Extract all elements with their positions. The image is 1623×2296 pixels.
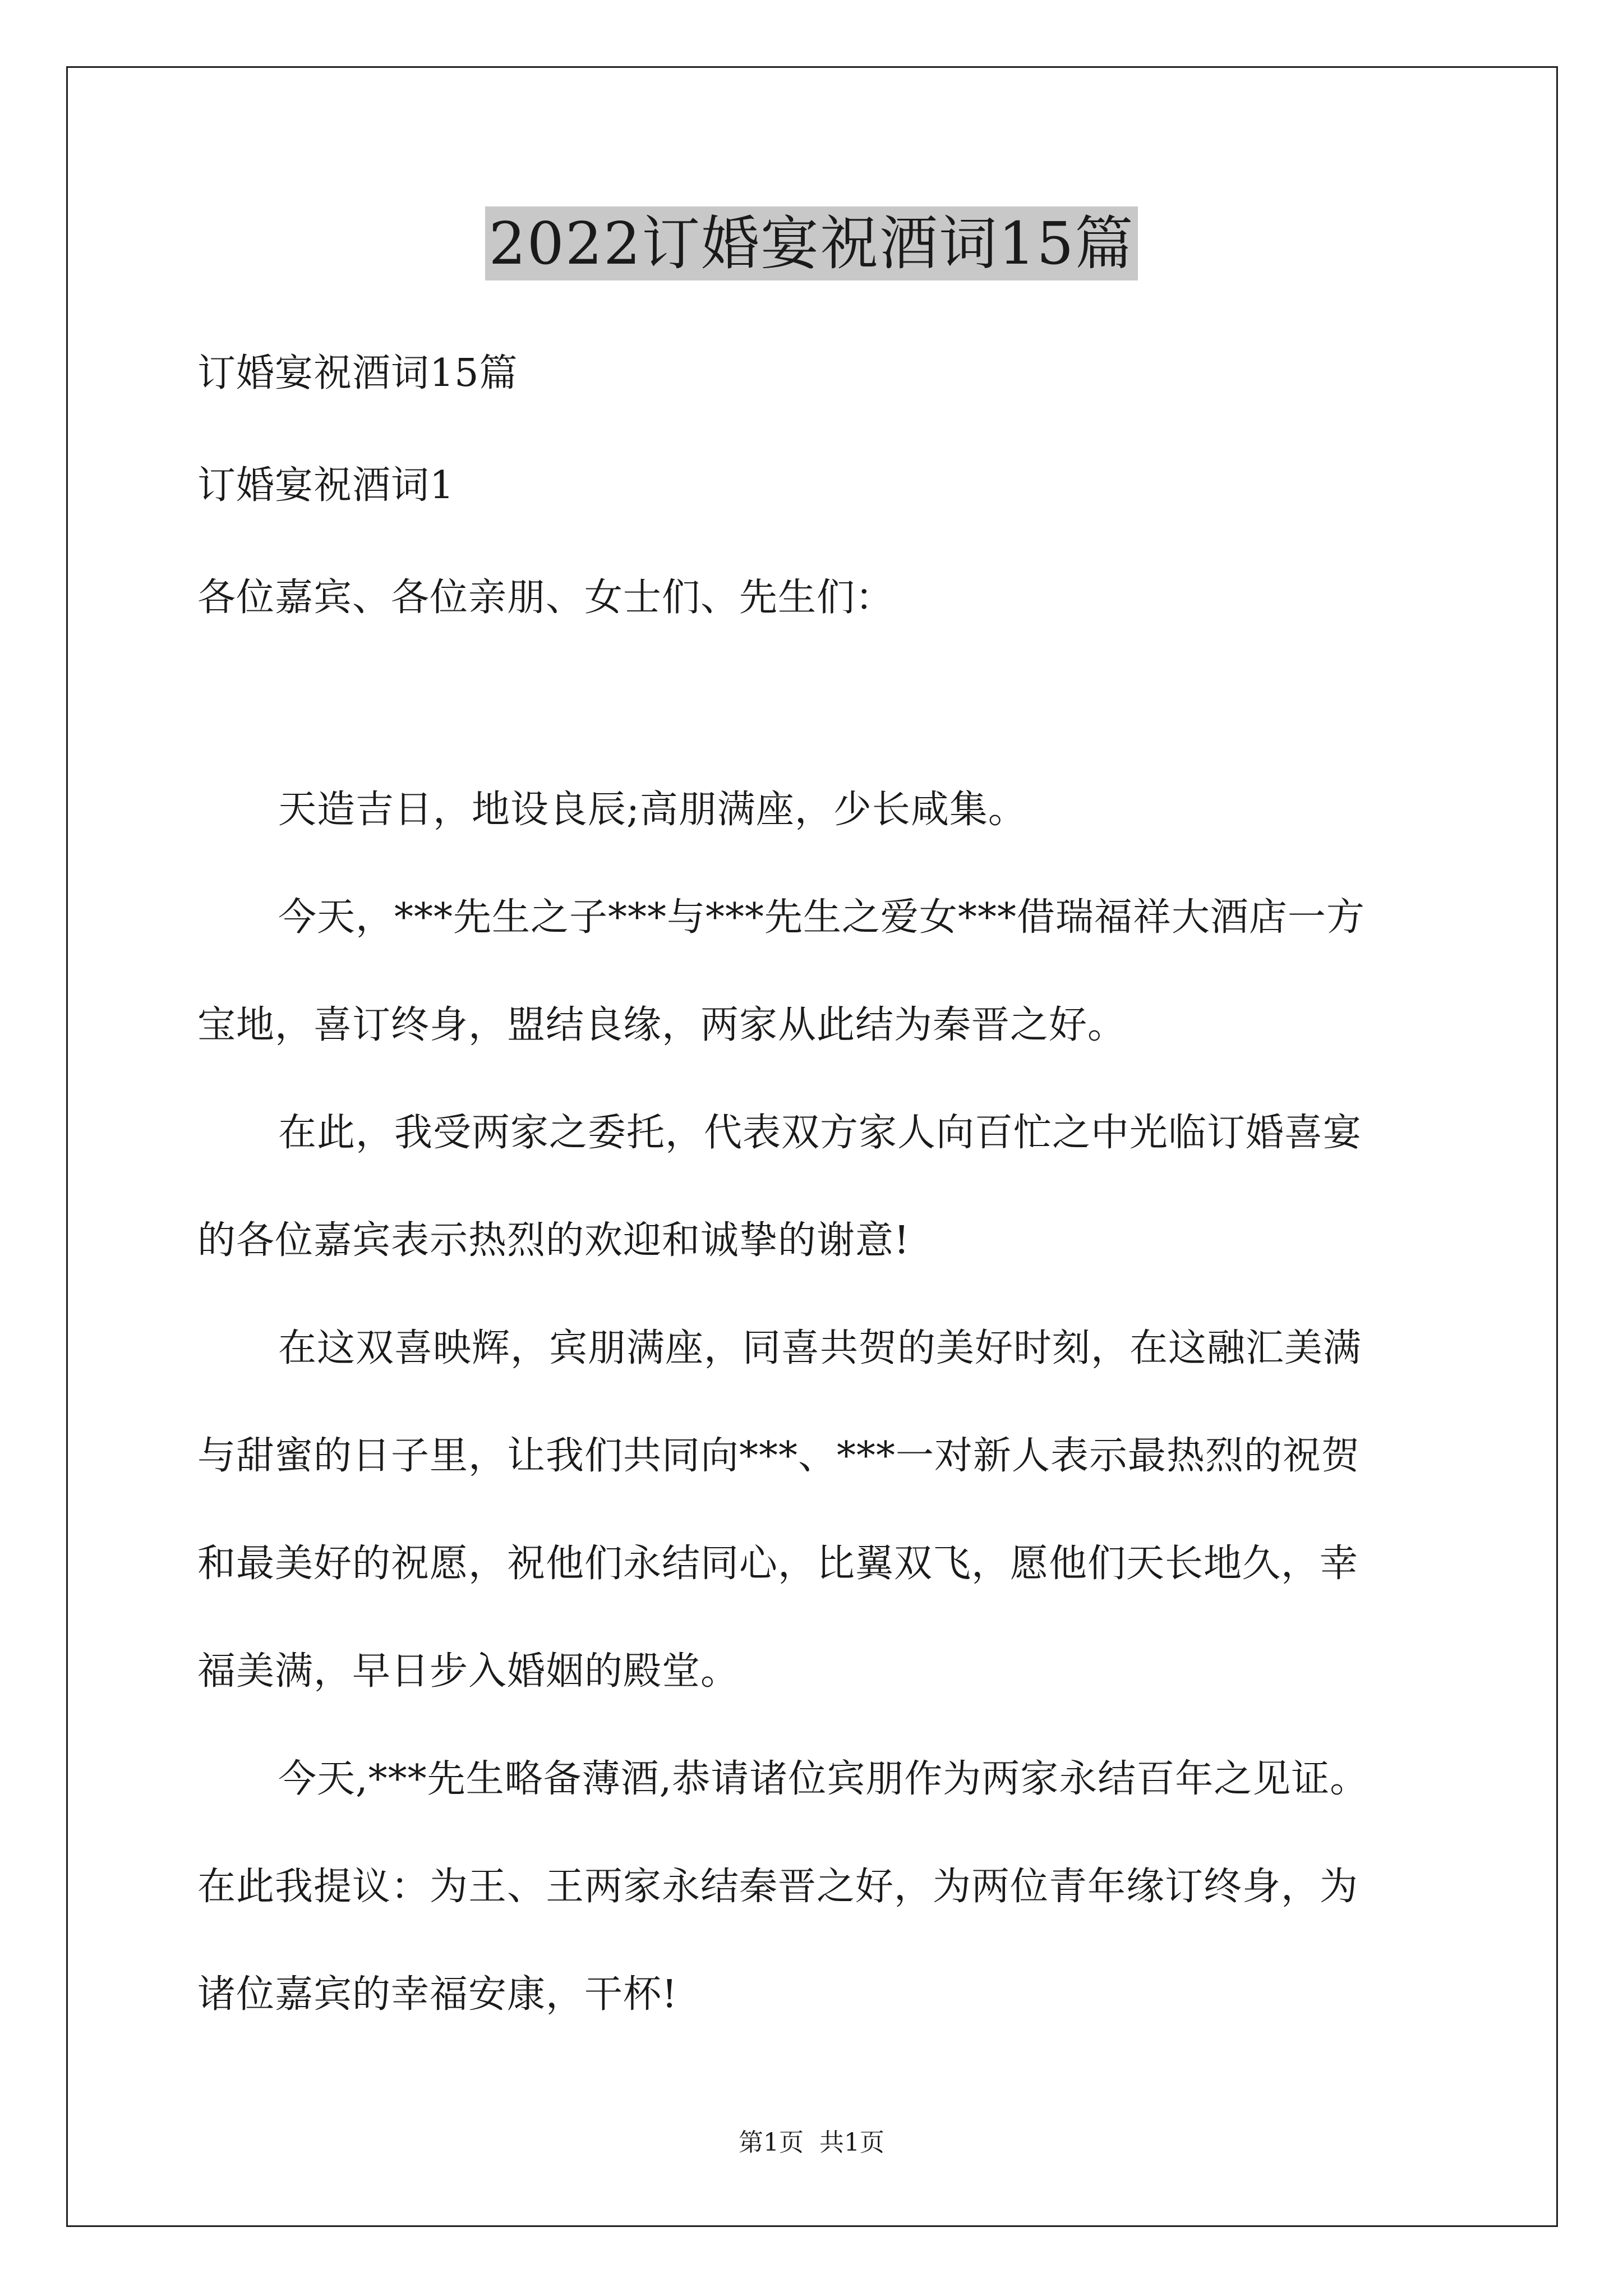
paragraph-line: 天造吉日，地设良辰;高朋满座，少长咸集。 (278, 788, 1027, 832)
paragraph-line: 今天,***先生略备薄酒,恭请诸位宾朋作为两家永结百年之见证。 (278, 1757, 1369, 1801)
title-container (0, 206, 1623, 280)
paragraph-line: 与甜蜜的日子里，让我们共同向***、***一对新人表示最热烈的祝贺 (197, 1434, 1361, 1478)
page-current: 第1页 (739, 2128, 804, 2157)
paragraph-line: 和最美好的祝愿，祝他们永结同心，比翼双飞，愿他们天长地久，幸 (197, 1542, 1359, 1586)
paragraph-line: 的各位嘉宾表示热烈的欢迎和诚挚的谢意! (197, 1218, 910, 1263)
paragraph-line: 在此我提议：为王、王两家永结秦晋之好，为两位青年缘订终身，为 (197, 1865, 1359, 1909)
paragraph-line: 在这双喜映辉，宾朋满座，同喜共贺的美好时刻，在这融汇美满 (278, 1326, 1362, 1370)
page-total: 共1页 (819, 2128, 884, 2157)
document-title: 2022订婚宴祝酒词15篇 (485, 206, 1137, 280)
paragraph-line: 在此，我受两家之委托，代表双方家人向百忙之中光临订婚喜宴 (278, 1111, 1362, 1155)
paragraph-line: 宝地，喜订终身，盟结良缘，两家从此结为秦晋之好。 (197, 1003, 1127, 1047)
paragraph-line: 诸位嘉宾的幸福安康，干杯! (197, 1972, 678, 2017)
page-footer (0, 2126, 1623, 2160)
paragraph-line: 福美满，早日步入婚姻的殿堂。 (197, 1649, 740, 1694)
paragraph-line: 今天，***先生之子***与***先生之爱女***借瑞福祥大酒店一方 (278, 895, 1366, 940)
salutation: 各位嘉宾、各位亲朋、女士们、先生们： (197, 576, 895, 620)
document-subtitle: 订婚宴祝酒词15篇 (197, 351, 518, 395)
section-heading: 订婚宴祝酒词1 (197, 463, 455, 508)
